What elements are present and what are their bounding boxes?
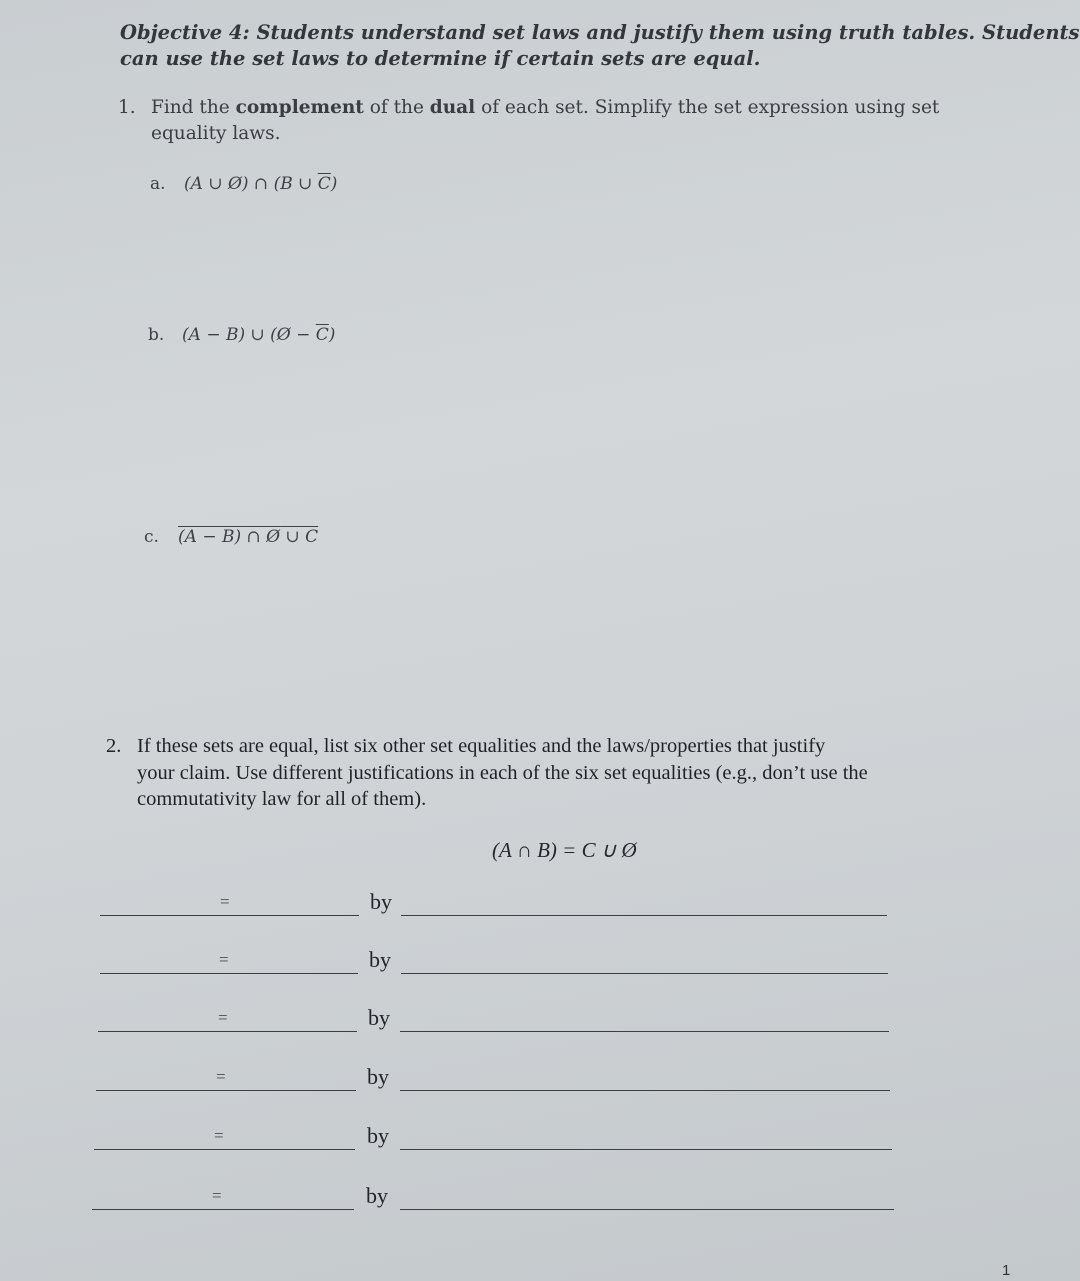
- right-blank[interactable]: [231, 1031, 357, 1032]
- right-blank[interactable]: [229, 1090, 356, 1091]
- question-1-text: [151, 95, 939, 147]
- question-1-number: 1.: [118, 97, 136, 118]
- q1-bold-complement: complement: [235, 97, 364, 118]
- q1-text-line-2: equality laws.: [151, 123, 281, 144]
- q2-line-2: your claim. Use different justifications in each of the six set equalities (e.g., don’t use the: [137, 761, 868, 784]
- left-blank[interactable]: [98, 1031, 231, 1032]
- left-blank[interactable]: [96, 1090, 229, 1091]
- equals-sign: =: [220, 892, 230, 911]
- left-blank[interactable]: [94, 1149, 228, 1150]
- right-blank[interactable]: [232, 973, 358, 974]
- q1-part-b: [148, 325, 335, 345]
- answer-row-3: [0, 1005, 1080, 1035]
- by-label: by: [366, 1183, 388, 1208]
- left-blank[interactable]: [100, 915, 232, 916]
- part-b-expr-pre: (A − B) ∪ (Ø −: [182, 325, 316, 345]
- part-a-expr-post: ): [330, 174, 338, 194]
- equals-sign: =: [218, 1008, 228, 1027]
- objective-line-2: can use the set laws to determine if certain sets are equal.: [120, 47, 761, 70]
- given-equation: (A ∩ B) = C ∪ Ø: [492, 838, 637, 862]
- part-a-expr-pre: (A ∪ Ø) ∩ (B ∪: [184, 174, 318, 194]
- q1-part-a: [150, 174, 337, 194]
- by-label: by: [370, 889, 392, 914]
- right-blank[interactable]: [228, 1149, 355, 1150]
- part-c-expression: [178, 527, 318, 547]
- q1-text-pre: Find the: [151, 97, 236, 118]
- q2-line-1: If these sets are equal, list six other set equalities and the laws/properties that justify: [137, 735, 826, 757]
- objective-heading: [120, 20, 1079, 72]
- by-label: by: [368, 1005, 390, 1030]
- part-b-expression: [182, 325, 335, 345]
- page-number: 1: [1002, 1262, 1011, 1279]
- equals-sign: =: [214, 1126, 224, 1145]
- question-2-number: 2.: [106, 735, 122, 757]
- part-a-expression: [184, 174, 337, 194]
- part-c-label: c.: [144, 527, 159, 547]
- question-2-text: [137, 733, 868, 813]
- part-c-expr-mid: ∩: [241, 527, 267, 547]
- left-blank[interactable]: [100, 973, 232, 974]
- q1-text-post: of each set. Simplify the set expression using set: [475, 97, 940, 118]
- justification-blank[interactable]: [400, 1090, 890, 1091]
- by-label: by: [369, 947, 391, 972]
- answer-row-6: [0, 1183, 1080, 1213]
- objective-line-1: Objective 4: Students understand set laws and justify them using truth tables. Students: [120, 21, 1080, 44]
- q1-part-c: [144, 527, 318, 547]
- answer-row-5: [0, 1123, 1080, 1153]
- justification-blank[interactable]: [401, 973, 888, 974]
- part-c-complement-empty: Ø: [266, 527, 281, 547]
- right-blank[interactable]: [227, 1209, 354, 1210]
- answer-row-4: [0, 1064, 1080, 1094]
- right-blank[interactable]: [232, 915, 359, 916]
- by-label: by: [367, 1123, 389, 1148]
- answer-row-2: [0, 947, 1080, 977]
- q1-text-mid: of the: [363, 97, 430, 118]
- equals-sign: =: [212, 1186, 222, 1205]
- justification-blank[interactable]: [401, 915, 887, 916]
- part-c-complement-a-minus-b: (A − B): [178, 527, 242, 547]
- part-b-expr-post: ): [328, 325, 336, 345]
- answer-row-1: [0, 889, 1080, 919]
- part-a-label: a.: [150, 174, 166, 194]
- part-c-expr-post: ∪ C: [280, 527, 319, 547]
- justification-blank[interactable]: [400, 1149, 892, 1150]
- justification-blank[interactable]: [400, 1209, 894, 1210]
- left-blank[interactable]: [92, 1209, 227, 1210]
- part-b-label: b.: [148, 325, 165, 345]
- part-a-complement-c: $\overline{C}$: [317, 174, 331, 194]
- equals-sign: =: [216, 1067, 226, 1086]
- q2-line-3: commutativity law for all of them).: [137, 788, 427, 810]
- q1-bold-dual: dual: [429, 97, 476, 118]
- justification-blank[interactable]: [400, 1031, 889, 1032]
- part-b-complement-c: $\overline{C}$: [315, 325, 329, 345]
- by-label: by: [367, 1064, 389, 1089]
- equals-sign: =: [219, 950, 229, 969]
